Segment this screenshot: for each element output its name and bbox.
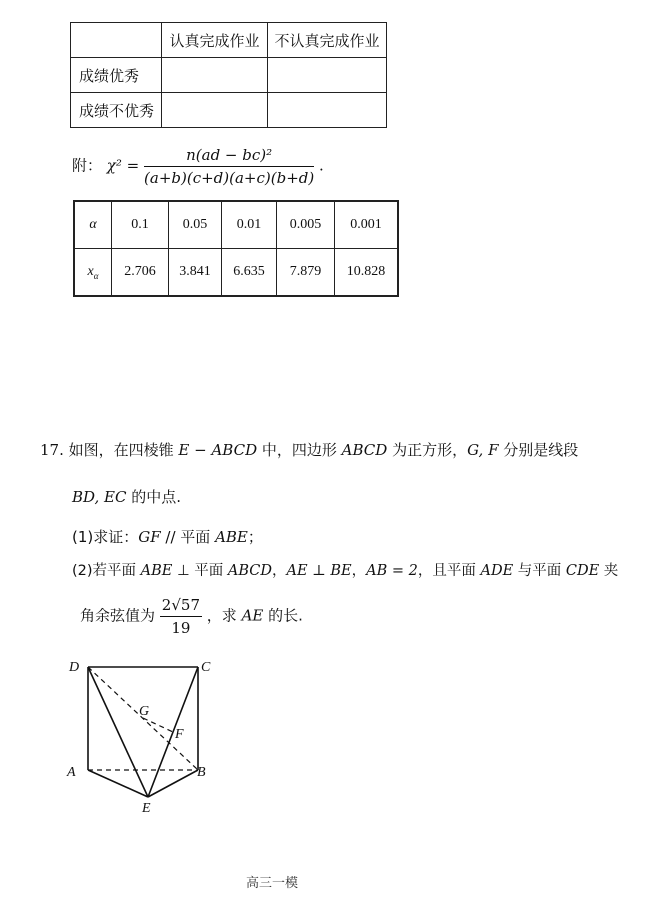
table-row: [74, 249, 398, 297]
problem-17-part-1: [72, 526, 263, 547]
col-header-2: 不认真完成作业: [268, 23, 387, 58]
math: ABCD: [227, 563, 272, 579]
critical-value: 2.706: [112, 249, 169, 297]
text: 与平面: [513, 563, 566, 579]
alpha-value: 0.01: [222, 201, 277, 249]
formula-suffix: .: [319, 156, 324, 175]
x-alpha-label: [74, 249, 112, 297]
critical-value: 3.841: [169, 249, 222, 297]
pyramid-figure: [55, 652, 225, 822]
math: AB = 2: [366, 563, 418, 579]
label-E: E: [142, 801, 151, 816]
text: (2)若平面: [72, 563, 141, 579]
label-G: G: [139, 704, 150, 719]
math: ABCD: [341, 441, 388, 459]
edge-BE: [148, 770, 198, 797]
label-F: F: [175, 727, 184, 742]
formula-prefix: 附：: [72, 156, 103, 175]
math: BD, EC: [72, 488, 127, 506]
math: ABE: [140, 563, 173, 579]
text: 夹: [599, 563, 619, 579]
problem-17-part-2-cont: [80, 596, 303, 637]
alpha-label: α: [74, 201, 112, 249]
math: CDE: [565, 563, 600, 579]
text: (1)求证：: [72, 528, 139, 546]
cosine-fraction: [160, 596, 202, 637]
text: 分别是线段: [498, 441, 579, 459]
formula-lhs: χ² =: [106, 156, 140, 175]
label-A: A: [67, 765, 76, 780]
formula-denominator: (a+b)(c+d)(a+c)(b+d): [144, 169, 315, 187]
segment-GF: [143, 718, 173, 732]
text: ，: [351, 563, 367, 579]
alpha-value: 0.1: [112, 201, 169, 249]
critical-value-table: [73, 200, 399, 297]
formula-fraction: [144, 146, 314, 187]
table-row: [71, 23, 387, 58]
alpha-value: 0.005: [277, 201, 335, 249]
label-C: C: [201, 660, 211, 675]
problem-number: 17.: [40, 441, 64, 459]
text: ，: [271, 563, 287, 579]
table-cell-empty: [71, 23, 162, 58]
table-row: [71, 93, 387, 128]
table-cell: [162, 93, 268, 128]
col-header-1: 认真完成作业: [162, 23, 268, 58]
math: ABE: [215, 528, 248, 546]
text: 中，四边形: [257, 441, 342, 459]
text: 的长.: [263, 606, 303, 625]
text: ；: [247, 528, 263, 546]
alpha-value: 0.05: [169, 201, 222, 249]
math: AE ⊥ BE: [286, 563, 352, 579]
text: // 平面: [160, 528, 216, 546]
table-cell: [162, 58, 268, 93]
x-alpha-label-sub: α: [93, 270, 99, 281]
critical-value: 7.879: [277, 249, 335, 297]
table-cell: [268, 93, 387, 128]
text: 为正方形，: [387, 441, 468, 459]
x-alpha-label-main: x: [87, 263, 94, 279]
text: ，且平面: [417, 563, 481, 579]
table-row: [71, 58, 387, 93]
problem-17-line-2: [72, 486, 181, 507]
text: 角余弦值为: [80, 606, 156, 625]
chi-square-formula: [72, 146, 324, 187]
label-D: D: [69, 660, 80, 675]
edge-DE: [88, 667, 148, 797]
formula-numerator: n(ad − bc)²: [144, 146, 314, 167]
edge-AE: [88, 770, 148, 797]
critical-value: 10.828: [335, 249, 399, 297]
table-row: [74, 201, 398, 249]
math: G, F: [467, 441, 499, 459]
row-label-1: 成绩优秀: [71, 58, 162, 93]
label-B: B: [197, 765, 206, 780]
math: GF: [138, 528, 161, 546]
fraction-denominator: 19: [171, 619, 191, 637]
math: AE: [241, 606, 264, 625]
math: E − ABCD: [178, 441, 258, 459]
text: ⊥ 平面: [172, 563, 228, 579]
problem-17-part-2: [72, 559, 618, 580]
text: ，求: [206, 606, 242, 625]
fraction-numerator: 2√57: [160, 596, 202, 617]
page-footer: 高三一模: [246, 876, 299, 891]
text: 的中点.: [126, 488, 182, 506]
text: 如图，在四棱锥: [68, 441, 179, 459]
table-cell: [268, 58, 387, 93]
row-label-2: 成绩不优秀: [71, 93, 162, 128]
problem-17-line-1: [40, 439, 578, 460]
contingency-table: [70, 22, 387, 128]
edge-CE: [148, 667, 198, 797]
critical-value: 6.635: [222, 249, 277, 297]
alpha-value: 0.001: [335, 201, 399, 249]
math: ADE: [480, 563, 514, 579]
